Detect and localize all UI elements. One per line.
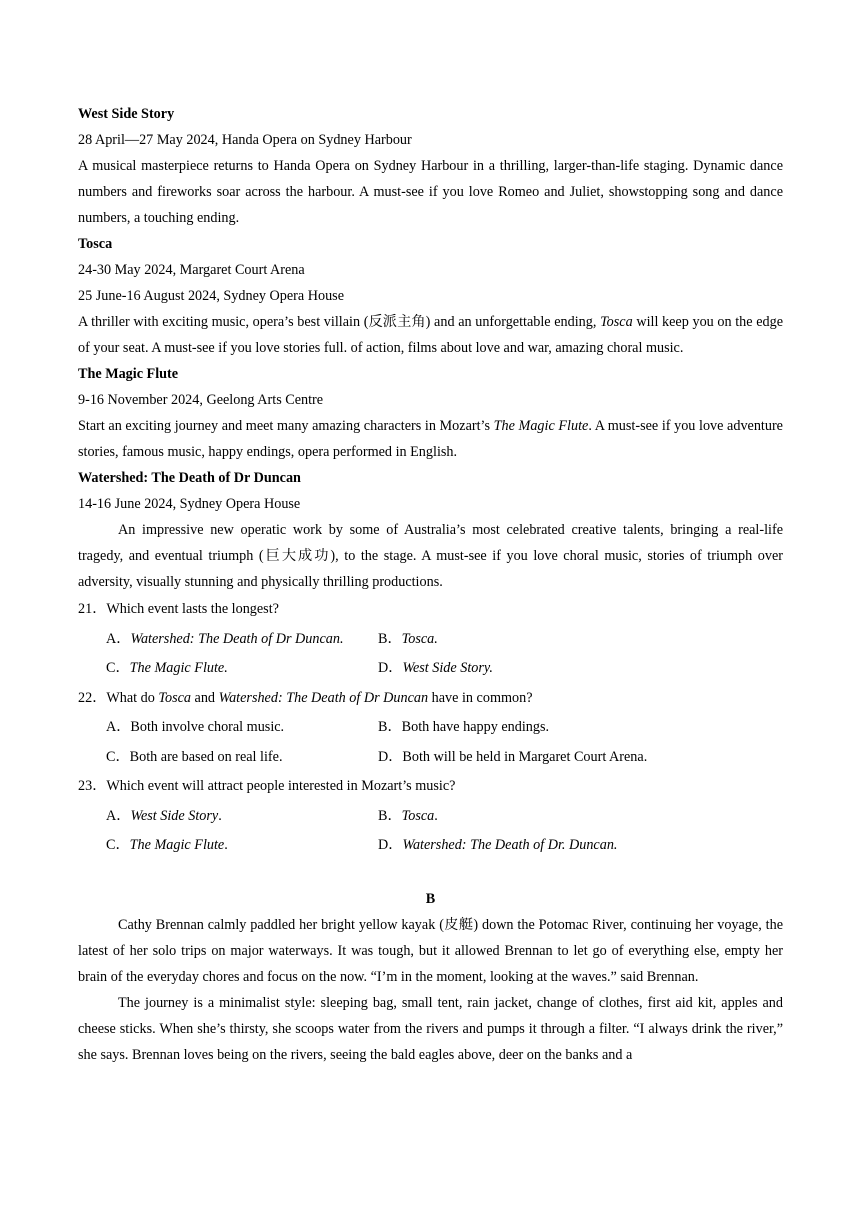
passage-paragraph: The journey is a minimalist style: sleeping bag, small tent, rain jacket, change of clothes, first aid kit, apples and cheese sticks. When she’s thirsty, she scoops water from the rivers and pumps it through a filter. “I always drink the river,” she says. Brennan loves being on the rivers, seeing the bald eagles above, deer on the banks and a bbox=[78, 994, 783, 1063]
options-row bbox=[78, 743, 783, 773]
options-row bbox=[78, 625, 783, 655]
question-23 bbox=[78, 772, 783, 861]
question-stem: 23．Which event will attract people interested in Mozart’s music? bbox=[78, 778, 456, 794]
options-row bbox=[78, 831, 783, 861]
option-b: B．Both have happy endings. bbox=[378, 719, 550, 735]
options-row bbox=[78, 802, 783, 832]
option-a: A．Watershed: The Death of Dr Duncan. bbox=[106, 630, 344, 647]
event-date: 28 April—27 May 2024, Handa Opera on Sydney Harbour bbox=[78, 132, 412, 148]
event-title: Watershed: The Death of Dr Duncan bbox=[78, 470, 301, 486]
question-21 bbox=[78, 595, 783, 684]
event-date: 14-16 June 2024, Sydney Opera House bbox=[78, 496, 301, 512]
event-date: 25 June-16 August 2024, Sydney Opera House bbox=[78, 288, 344, 304]
event-tosca bbox=[78, 231, 783, 361]
question-stem: 21．Which event lasts the longest? bbox=[78, 601, 279, 617]
option-b: B．Tosca. bbox=[378, 630, 438, 647]
event-title: West Side Story bbox=[78, 106, 175, 122]
question-stem: 22．What do Tosca and Watershed: The Death of Dr Duncan have in common? bbox=[78, 689, 533, 706]
event-date: 9-16 November 2024, Geelong Arts Centre bbox=[78, 392, 324, 408]
event-west-side-story bbox=[78, 101, 783, 231]
option-a: A．West Side Story. bbox=[106, 807, 222, 824]
event-description: A musical masterpiece returns to Handa Opera on Sydney Harbour in a thrilling, larger-than-life staging. Dynamic dance numbers and fireworks soar across the harbour. A must-see if you love Romeo and Juliet, showstopping song and dance numbers, a touching ending. bbox=[78, 158, 783, 226]
question-22 bbox=[78, 684, 783, 773]
event-watershed bbox=[78, 465, 783, 595]
option-c: C．The Magic Flute. bbox=[106, 660, 228, 676]
option-a: A．Both involve choral music. bbox=[106, 719, 285, 735]
option-d: D．Both will be held in Margaret Court Arena. bbox=[378, 748, 648, 765]
passage-paragraph: Cathy Brennan calmly paddled her bright yellow kayak (皮艇) down the Potomac River, continuing her voyage, the latest of her solo trips on major waterways. It was tough, but it allowed Brennan to let go of everything else, empty her brain of the everyday chores and focus on the now. “I’m in the moment, looking at the waves.” said Brennan. bbox=[78, 916, 783, 985]
options-row bbox=[78, 713, 783, 743]
section-heading: B bbox=[425, 890, 436, 907]
event-description: A thriller with exciting music, opera’s best villain (反派主角) and an unforgettable ending, Tosca will keep you on the edge of your seat. A must-see if you love stories full. of action, films about love and war, amazing choral music. bbox=[78, 314, 784, 356]
option-c: C．Both are based on real life. bbox=[106, 748, 283, 765]
options-row bbox=[78, 654, 783, 684]
option-b: B．Tosca. bbox=[378, 807, 438, 824]
event-magic-flute bbox=[78, 361, 783, 465]
option-d: D．West Side Story. bbox=[378, 660, 493, 676]
document-content bbox=[78, 101, 783, 1068]
option-c: C．The Magic Flute. bbox=[106, 837, 228, 853]
event-description: Start an exciting journey and meet many amazing characters in Mozart’s The Magic Flute. A must-see if you love adventure stories, famous music, happy endings, opera performed in English. bbox=[78, 418, 783, 460]
event-date: 24-30 May 2024, Margaret Court Arena bbox=[78, 262, 305, 278]
option-d: D．Watershed: The Death of Dr. Duncan. bbox=[378, 837, 618, 853]
event-title: Tosca bbox=[78, 236, 113, 252]
event-title: The Magic Flute bbox=[78, 366, 179, 382]
event-description: An impressive new operatic work by some of Australia’s most celebrated creative talents, bringing a real-life tragedy, and eventual triumph (巨大成功), to the stage. A must-see if you love choral music, stories of triumph over adversity, visually stunning and physically thrilling productions. bbox=[78, 522, 783, 590]
